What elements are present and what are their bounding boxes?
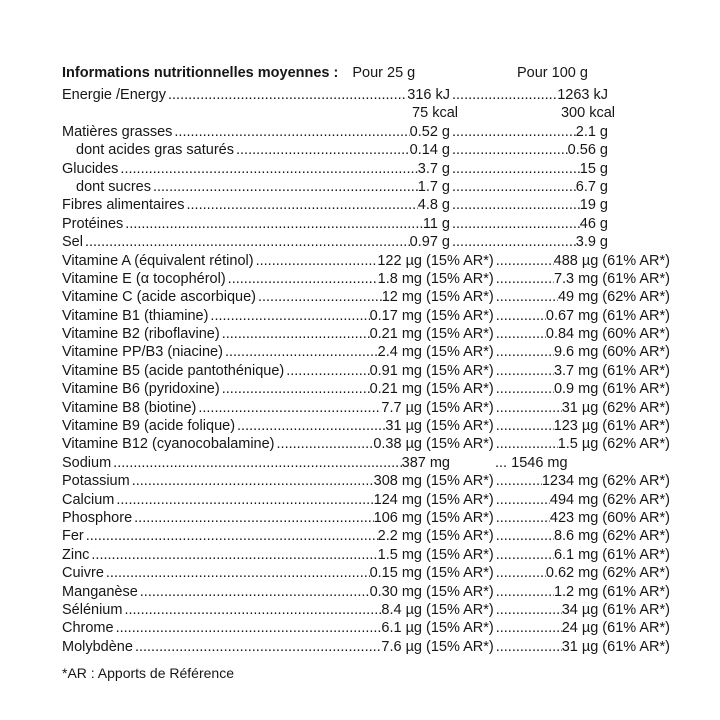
table-row [62,583,670,601]
per-100g-cell [450,178,608,196]
value-per-25g: 0.97 g [409,234,450,251]
value-per-25g: 1.7 g [417,178,450,195]
dot-leader [494,527,554,545]
value-per-25g: 8.4 µg [381,601,422,618]
ar-percent-100g: (62% AR*) [602,399,670,416]
per-100g-cell [450,215,608,233]
value-per-100g: 1.2 mg [553,583,599,600]
ar-percent-25g: (15% AR*) [426,528,494,545]
value-per-25g: 6.1 µg [381,620,422,637]
dot-leader [494,252,554,270]
dot-leader [104,564,370,582]
ar-percent-25g: (15% AR*) [426,601,494,618]
per-25g-cell [62,435,422,453]
value-per-100g: 49 mg [557,289,599,306]
ar-percent-25g: (15% AR*) [426,473,494,490]
value-per-25g: 0.91 mg [369,362,422,379]
ar-percent-25g: (15% AR*) [426,436,494,453]
per-100g-cell [494,472,599,490]
ar-percent-100g: (61% AR*) [602,362,670,379]
per-100g-cell [494,546,599,564]
ar-percent-25g: (15% AR*) [426,252,494,269]
dot-leader [185,196,418,214]
dot-leader [208,307,369,325]
per-100g-cell [494,417,599,435]
value-per-25g: 0.30 mg [369,583,422,600]
table-row [62,288,670,306]
per-100g-cell [494,343,599,361]
ar-percent-25g: (15% AR*) [426,289,494,306]
dot-leader [494,472,542,490]
dot-leader [494,307,546,325]
row-label: dont acides gras saturés [76,142,234,159]
per-100g-cell [494,527,599,545]
per-25g-cell [62,399,422,417]
dot-leader [494,325,546,343]
table-row [62,491,670,509]
per-100g-cell [494,362,599,380]
row-label: Energie /Energy [62,87,166,103]
dot-leader [130,472,374,490]
dot-leader [494,546,554,564]
per-100g-cell [494,638,599,656]
per-25g-cell [62,472,422,490]
value-per-100g: 0.9 mg [553,381,599,398]
table-row [62,472,670,490]
per-25g-cell [62,123,450,141]
ar-percent-100g: (61% AR*) [602,546,670,563]
value-per-100g: 31 µg [561,399,599,416]
per-25g-cell [62,509,422,527]
table-row [62,325,670,343]
row-label: Protéines [62,215,124,232]
dot-leader [220,325,370,343]
dot-leader [114,619,382,637]
dot-leader [226,270,378,288]
dot-leader [494,270,554,288]
row-label: Fibres alimentaires [62,197,185,214]
ar-percent-100g: (62% AR*) [602,565,670,582]
per-100g-cell [494,252,599,270]
dot-leader [450,160,580,178]
per-100g-cell [450,123,608,141]
value-per-25g: 12 mg [381,289,422,306]
row-label: Manganèse [62,583,138,600]
dot-leader [494,619,562,637]
table-row [62,564,670,582]
dot-leader [284,362,369,380]
table-header [62,64,670,82]
dot-leader [123,215,423,233]
value-per-100g: 0.67 mg [545,307,599,324]
value-per-100g: 7.3 mg [553,270,599,287]
row-label: Glucides [62,160,119,177]
table-row [62,435,670,453]
per-100g-cell [494,601,599,619]
row-label: Vitamine B5 (acide pantothénique) [62,362,285,379]
ar-percent-25g: (15% AR*) [426,638,494,655]
ar-percent-100g: (61% AR*) [602,638,670,655]
column-header-25g: Pour 25 g [352,65,416,81]
table-row [62,619,670,637]
table-row [62,123,670,141]
per-25g-cell [62,564,422,582]
table-row [62,160,670,178]
per-100g-cell [495,454,568,472]
dot-leader [494,509,550,527]
value-per-25g: 2.4 mg [377,344,422,361]
value-per-100g: 3.9 g [575,234,608,251]
dot-leader [494,380,554,398]
dot-leader [196,399,381,417]
per-25g-cell [62,454,450,472]
per-25g-cell [62,288,422,306]
row-label: Vitamine C (acide ascorbique) [62,289,256,306]
dot-leader [114,491,373,509]
dot-leader [235,417,385,435]
ar-percent-100g: (61% AR*) [602,620,670,637]
row-label: Molybdène [62,638,133,655]
ar-percent-100g: (61% AR*) [602,307,670,324]
per-100g-cell [494,307,599,325]
dot-leader [494,638,562,656]
table-row [62,380,670,398]
per-25g-cell [62,491,422,509]
row-label: Vitamine A (équivalent rétinol) [62,252,254,269]
ar-percent-100g: (61% AR*) [602,583,670,600]
value-per-25g: 0.38 µg [373,436,422,453]
per-100g-cell [458,104,615,122]
ar-percent-25g: (15% AR*) [426,344,494,361]
dot-leader [118,160,417,178]
value-per-100g: 34 µg [561,601,599,618]
row-label: Phosphore [62,509,133,526]
value-per-25g: 1.5 mg [377,546,422,563]
per-100g-cell [494,435,599,453]
table-row [62,178,670,196]
per-100g-cell [450,160,608,178]
per-100g-cell [494,583,599,601]
table-row [62,252,670,270]
row-label: Sélénium [62,601,123,618]
dot-leader [494,435,558,453]
row-label: Vitamine PP/B3 (niacine) [62,344,223,361]
per-100g-cell [450,141,608,159]
per-25g-cell [62,325,422,343]
value-per-25g: 316 kJ [407,87,450,103]
per-25g-cell [62,527,422,545]
dot-leader [450,86,557,104]
value-per-100g: 123 µg [553,418,599,435]
row-label: Sel [62,234,83,251]
per-25g-cell [62,270,422,288]
table-row [62,307,670,325]
table-row [62,86,670,104]
table-row [62,509,670,527]
table-row [62,215,670,233]
per-25g-cell [62,252,422,270]
ar-percent-25g: (15% AR*) [426,491,494,508]
row-label: Vitamine B1 (thiamine) [62,307,209,324]
row-label: dont sucres [76,178,151,195]
row-label: Vitamine B8 (biotine) [62,399,197,416]
value-per-100g: 2.1 g [575,123,608,140]
per-100g-cell [494,288,599,306]
per-25g-cell [62,546,422,564]
ar-percent-25g: (15% AR*) [426,307,494,324]
row-label: Sodium [62,454,112,471]
table-row [62,638,670,656]
value-per-100g: 31 µg [561,638,599,655]
ar-percent-100g: (60% AR*) [602,344,670,361]
value-per-100g: 488 µg [553,252,599,269]
ar-percent-100g: (61% AR*) [602,418,670,435]
value-per-100g: 15 g [579,160,608,177]
nutrition-panel [62,64,670,682]
value-per-25g: 0.21 mg [369,326,422,343]
dot-leader [172,123,409,141]
ar-percent-100g: (62% AR*) [602,436,670,453]
ar-percent-25g: (15% AR*) [426,381,494,398]
dot-leader [132,509,373,527]
value-per-25g: 3.7 g [417,160,450,177]
value-per-25g: 7.6 µg [381,638,422,655]
dot-leader [83,233,410,251]
per-25g-cell [62,160,450,178]
dot-leader [89,546,377,564]
ar-percent-100g: (61% AR*) [602,252,670,269]
value-per-25g: 75 kcal [412,105,458,122]
ar-percent-100g: (62% AR*) [602,289,670,306]
per-25g-cell [62,583,422,601]
row-label: Vitamine B6 (pyridoxine) [62,381,220,398]
dot-leader [450,196,580,214]
row-label: Vitamine B9 (acide folique) [62,418,236,435]
row-label: Vitamine B12 (cyanocobalamine) [62,436,275,453]
value-per-100g: 1263 kJ [557,87,608,103]
dot-leader [220,380,370,398]
ar-percent-100g: (62% AR*) [602,491,670,508]
per-25g-cell [62,196,450,214]
per-25g-cell [62,380,422,398]
ar-percent-100g: (60% AR*) [602,326,670,343]
ar-percent-100g: (61% AR*) [602,601,670,618]
table-row [62,417,670,435]
value-per-100g: 19 g [579,197,608,214]
per-25g-cell [62,104,458,122]
dot-leader [494,417,554,435]
per-25g-cell [62,601,422,619]
per-25g-cell [62,362,422,380]
value-per-100g: 24 µg [561,620,599,637]
per-25g-cell [62,343,422,361]
table-row [62,343,670,361]
value-per-25g: 387 mg [401,454,450,471]
table-row [62,527,670,545]
per-100g-cell [494,399,599,417]
per-100g-cell [494,509,599,527]
table-row [62,233,670,251]
dot-leader [494,583,554,601]
dot-leader [450,178,576,196]
per-25g-cell [62,215,450,233]
per-25g-cell [62,86,450,104]
ar-percent-100g: (61% AR*) [602,381,670,398]
dot-leader [450,141,568,159]
per-25g-cell [62,619,422,637]
table-title: Informations nutritionnelles moyennes : [62,65,339,81]
ar-percent-100g: (61% AR*) [602,270,670,287]
ar-percent-25g: (15% AR*) [426,418,494,435]
ar-percent-25g: (15% AR*) [426,399,494,416]
value-per-25g: 0.52 g [409,123,450,140]
per-25g-cell [62,233,450,251]
dot-leader [111,454,401,472]
row-label: Potassium [62,473,130,490]
value-per-25g: 0.14 g [409,142,450,159]
dot-leader [84,527,378,545]
dot-leader [254,252,378,270]
per-100g-cell [450,196,608,214]
value-per-25g: 0.15 mg [369,565,422,582]
dot-leader [122,601,381,619]
ar-percent-25g: (15% AR*) [426,583,494,600]
value-per-25g: 0.21 mg [369,381,422,398]
table-row [62,270,670,288]
table-row [62,362,670,380]
ar-percent-25g: (15% AR*) [426,326,494,343]
dot-leader [234,141,410,159]
row-label: Chrome [62,620,114,637]
per-25g-cell [62,638,422,656]
table-row [62,546,670,564]
value-per-25g: 31 µg [385,418,422,435]
dot-leader [256,288,382,306]
dot-leader [494,362,554,380]
per-100g-cell [494,325,599,343]
row-label: Vitamine B2 (riboflavine) [62,326,220,343]
ar-percent-25g: (15% AR*) [426,546,494,563]
value-per-100g: 0.62 mg [545,565,599,582]
dot-leader [133,638,381,656]
per-100g-cell [494,270,599,288]
table-row [62,196,670,214]
per-25g-cell [62,307,422,325]
dot-leader [494,399,562,417]
table-row [62,399,670,417]
dot-leader [494,288,558,306]
value-per-25g: 11 g [422,215,450,232]
value-per-100g: 6.1 mg [553,546,599,563]
value-per-100g: 3.7 mg [553,362,599,379]
value-per-100g: 9.6 mg [553,344,599,361]
ar-percent-25g: (15% AR*) [426,620,494,637]
value-per-25g: 0.17 mg [369,307,422,324]
table-row [62,141,670,159]
value-per-25g: 124 mg [373,491,422,508]
table-row [62,104,670,122]
dot-leader [450,215,580,233]
row-label: Fer [62,528,84,545]
value-per-100g: 8.6 mg [553,528,599,545]
value-per-100g: 6.7 g [575,178,608,195]
footnote: *AR : Apports de Référence [62,665,234,682]
value-per-25g: 4.8 g [417,197,450,214]
nutrition-rows [62,86,670,656]
dot-leader [166,86,407,104]
dot-leader [450,233,576,251]
value-per-100g: 0.84 mg [545,326,599,343]
value-per-100g: 46 g [579,215,608,232]
ar-percent-25g: (15% AR*) [426,509,494,526]
dot-leader [223,343,378,361]
value-per-100g: 300 kcal [560,105,615,122]
table-row [62,601,670,619]
table-row [62,454,670,472]
row-label: Matières grasses [62,123,173,140]
ar-percent-25g: (15% AR*) [426,270,494,287]
dot-leader [494,343,554,361]
dot-leader [494,564,546,582]
ar-percent-100g: (62% AR*) [602,528,670,545]
value-per-100g: 423 mg [549,509,599,526]
value-per-100g: 1234 mg [541,473,599,490]
per-100g-cell [450,233,608,251]
per-100g-cell [494,380,599,398]
row-label: Vitamine E (α tocophérol) [62,270,226,287]
column-header-100g: Pour 100 g [517,65,588,81]
per-100g-cell [450,86,608,104]
value-per-25g: 1.8 mg [377,270,422,287]
value-per-25g: 308 mg [373,473,422,490]
per-100g-cell [494,491,599,509]
dot-leader [450,123,576,141]
dot-leader [151,178,418,196]
value-per-100g: 1.5 µg [557,436,599,453]
per-25g-cell [62,417,422,435]
value-per-25g: 106 mg [373,509,422,526]
ar-percent-25g: (15% AR*) [426,565,494,582]
per-25g-cell [62,178,450,196]
row-label: Cuivre [62,565,104,582]
per-25g-cell [62,141,450,159]
value-per-25g: 2.2 mg [377,528,422,545]
value-per-100g: 494 mg [549,491,599,508]
ar-percent-100g: (62% AR*) [602,473,670,490]
row-label: Zinc [62,546,90,563]
value-per-25g: 7.7 µg [381,399,422,416]
ar-percent-100g: (60% AR*) [602,509,670,526]
dot-leader [275,435,374,453]
dot-leader [138,583,370,601]
per-100g-cell [494,564,599,582]
dot-leader [494,601,562,619]
per-100g-cell [494,619,599,637]
value-per-100g: 0.56 g [567,142,608,159]
ar-percent-25g: (15% AR*) [426,362,494,379]
value-per-100g: ... 1546 mg [495,454,568,472]
row-label: Calcium [62,491,115,508]
dot-leader [494,491,550,509]
value-per-25g: 122 µg [377,252,422,269]
